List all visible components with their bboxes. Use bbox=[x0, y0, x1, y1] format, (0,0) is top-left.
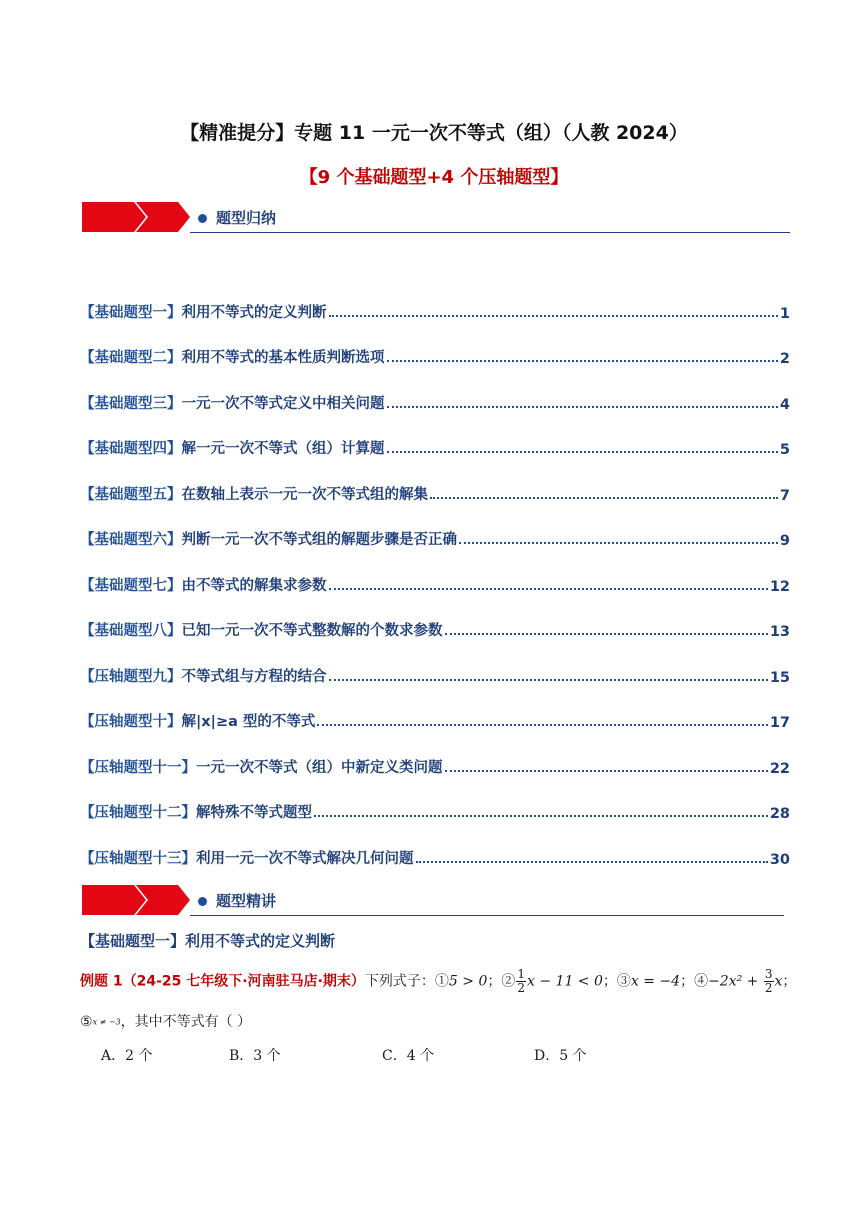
table-of-contents bbox=[80, 276, 790, 868]
chevron-arrows-icon bbox=[82, 202, 192, 232]
toc-item[interactable]: 【基础题型八】 已知一元一次不等式整数解的个数求参数 13 bbox=[80, 623, 790, 640]
toc-item[interactable]: 【压轴题型十三】 利用一元一次不等式解决几何问题 30 bbox=[80, 850, 790, 868]
example-label: 例题 1 bbox=[80, 973, 123, 990]
toc-item[interactable]: 【基础题型三】 一元一次不等式定义中相关问题 4 bbox=[80, 395, 790, 413]
option-b[interactable]: B．3 个 bbox=[229, 1048, 281, 1064]
option-c[interactable]: C．4 个 bbox=[382, 1048, 435, 1064]
section-banner-detail bbox=[82, 885, 784, 919]
fraction: $\frac{3}{2}$ bbox=[764, 967, 773, 995]
banner-label: 题型精讲 bbox=[216, 892, 277, 910]
divider bbox=[190, 232, 790, 233]
section-heading: 【基础题型一】利用不等式的定义判断 bbox=[80, 932, 336, 950]
toc-item[interactable]: 【基础题型六】 判断一元一次不等式组的解题步骤是否正确 9 bbox=[80, 532, 790, 549]
toc-item[interactable]: 【压轴题型十】 解|x|≥a 型的不等式 17 bbox=[80, 714, 790, 731]
toc-item[interactable]: 【压轴题型十一】 一元一次不等式（组）中新定义类问题 22 bbox=[80, 759, 790, 777]
banner-label: 题型归纳 bbox=[216, 209, 277, 227]
section-banner-summary bbox=[82, 202, 790, 236]
fraction: $\frac{1}{2}$ bbox=[517, 967, 526, 995]
example-question-cont: ⑤x ≠ −3，其中不等式有（ ） bbox=[80, 1014, 252, 1030]
example-lead: 下列式子： bbox=[364, 973, 435, 990]
bullet-dot-icon bbox=[198, 214, 207, 223]
example-source: （24-25 七年级下·河南驻马店·期末） bbox=[122, 973, 365, 990]
toc-item[interactable]: 【基础题型二】 利用不等式的基本性质判断选项 2 bbox=[80, 350, 790, 367]
page-subtitle: 【9 个基础题型+4 个压轴题型】 bbox=[299, 167, 569, 188]
example-question: 例题 1（24-25 七年级下·河南驻马店·期末）下列式子：①5 > 0；② $\frac{1}{2}$ x − 11 < 0；③x = −4；④−2x² + $\frac{3}{2}$ x； bbox=[80, 967, 797, 995]
divider bbox=[190, 915, 784, 916]
toc-item[interactable]: 【压轴题型十二】 解特殊不等式题型 28 bbox=[80, 805, 790, 822]
toc-item[interactable]: 【基础题型五】 在数轴上表示一元一次不等式组的解集 7 bbox=[80, 486, 790, 504]
chevron-arrows-icon bbox=[82, 885, 192, 915]
toc-item[interactable]: 【基础题型七】 由不等式的解集求参数 12 bbox=[80, 577, 790, 595]
option-d[interactable]: D．5 个 bbox=[534, 1048, 587, 1064]
page-title: 【精准提分】专题 11 一元一次不等式（组）（人教 2024） bbox=[180, 122, 688, 144]
toc-item[interactable]: 【基础题型四】 解一元一次不等式（组）计算题 5 bbox=[80, 441, 790, 458]
bullet-dot-icon bbox=[198, 897, 207, 906]
toc-item[interactable]: 【基础题型一】 利用不等式的定义判断 1 bbox=[80, 304, 790, 322]
option-a[interactable]: A．2 个 bbox=[101, 1048, 153, 1064]
toc-item[interactable]: 【压轴题型九】 不等式组与方程的结合 15 bbox=[80, 668, 790, 686]
